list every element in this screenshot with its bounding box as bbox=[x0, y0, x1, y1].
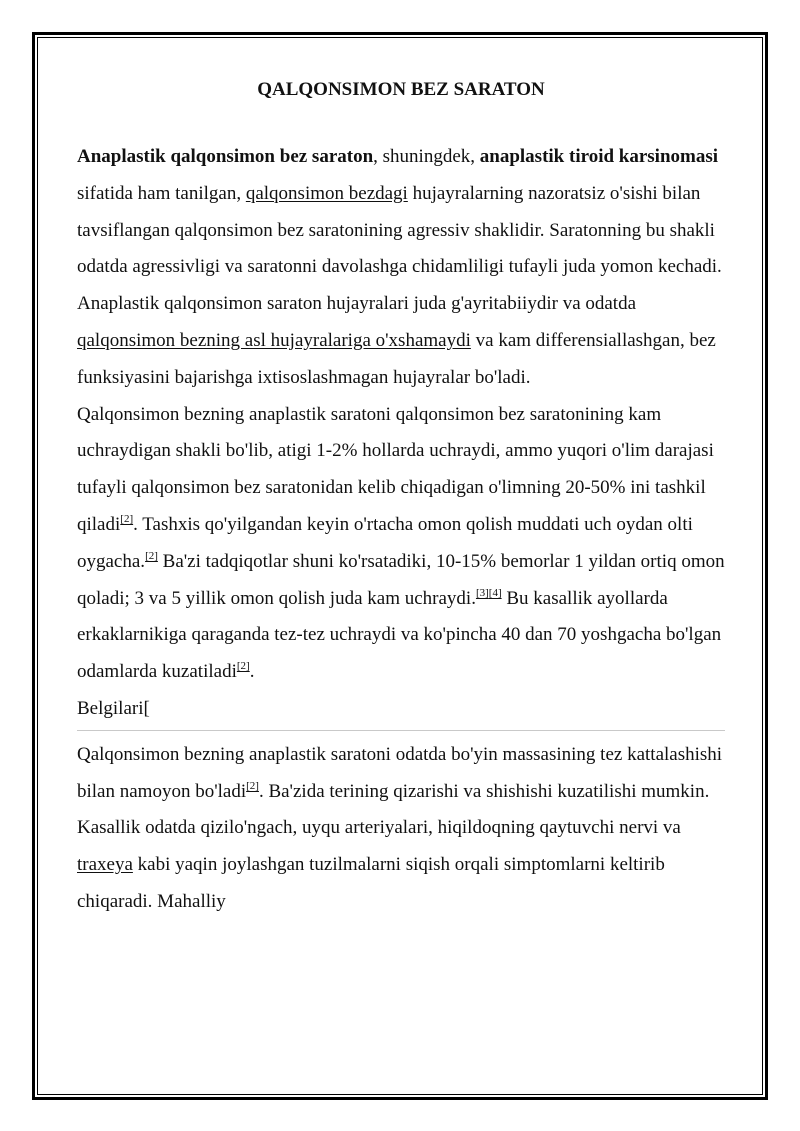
section-heading-symptoms: Belgilari[ bbox=[77, 697, 150, 719]
paragraph-text: va kam differensiallashgan, bez funksiyasini bajarishga ixtisoslashmagan hujayralar bo'ladi. bbox=[77, 329, 716, 388]
paragraph-symptoms bbox=[77, 737, 725, 921]
link-thyroid-cells[interactable]: qalqonsimon bezning asl hujayralariga o'xshamaydi bbox=[77, 329, 471, 351]
citation-link[interactable]: [2] bbox=[120, 512, 134, 525]
paragraph-text: Qalqonsimon bezning anaplastik saratoni qalqonsimon bez saratonining kam uchraydigan shakli bo'lib, atigi 1-2% hollarda uchraydi, ammo yuqori o'lim darajasi tufayli qalqonsimon bez saratonidan kelib chiqadigan o'limning 20-50% ini tashkil qiladi bbox=[77, 403, 714, 535]
section-divider bbox=[77, 730, 725, 731]
citation-link[interactable]: [2] bbox=[145, 549, 158, 562]
paragraph-intro bbox=[77, 139, 725, 397]
term-anaplastic-thyroid-carcinoma: anaplastik tiroid karsinomasi bbox=[479, 146, 719, 167]
citation-link[interactable]: [2] bbox=[236, 660, 250, 673]
citation-link[interactable]: [4] bbox=[488, 586, 502, 599]
document-body bbox=[77, 72, 725, 921]
paragraph-text: . bbox=[249, 661, 255, 683]
paragraph-text: kabi yaqin joylashgan tuzilmalarni siqish orqali simptomlarni keltirib chiqaradi. Mahalliy bbox=[77, 854, 665, 912]
paragraph-text: hujayralarning nazoratsiz o'sishi bilan tavsiflangan qalqonsimon bez saratonining agressiv shaklidir. Saratonning bu shakli odatda agressivligi va saratonni davolashga chidamliligi tufayli juda yomon kechadi. Anaplastik qalqonsimon saraton hujayralari juda g'ayritabiiydir va odatda bbox=[77, 182, 722, 315]
paragraph-text: Qalqonsimon bezning anaplastik saratoni odatda bo'yin massasining tez kattalashishi bilan namoyon bo'ladi bbox=[77, 743, 723, 802]
document-title: QALQONSIMON BEZ SARATON bbox=[257, 79, 545, 100]
paragraph-text: . Ba'zida terining qizarishi va shishishi kuzatilishi mumkin. Kasallik odatda qizilo'ngach, uyqu arteriyalari, hiqildoqning qaytuvchi nervi va bbox=[77, 780, 710, 839]
link-trachea[interactable]: traxeya bbox=[77, 854, 133, 876]
paragraph-epidemiology bbox=[77, 397, 725, 691]
term-anaplastic-thyroid-cancer: Anaplastik qalqonsimon bez saraton bbox=[77, 146, 374, 167]
paragraph-text: Ba'zi tadqiqotlar shuni ko'rsatadiki, 10-15% bemorlar 1 yildan ortiq omon qoladi; 3 va 5 yillik omon qolish juda kam uchraydi. bbox=[77, 550, 725, 609]
paragraph-text: Bu kasallik ayollarda erkaklarnikiga qaraganda tez-tez uchraydi va ko'pincha 40 dan 70 yoshgacha bo'lgan odamlarda kuzatiladi bbox=[77, 587, 722, 683]
citation-link[interactable]: [3] bbox=[475, 586, 489, 599]
paragraph-text: . Tashxis qo'yilgandan keyin o'rtacha omon qolish muddati uch oydan olti oygacha. bbox=[77, 513, 693, 572]
citation-link[interactable]: [2] bbox=[246, 779, 259, 792]
link-thyroid-gland[interactable]: qalqonsimon bezdagi bbox=[245, 182, 408, 204]
paragraph-text: sifatida ham tanilgan, bbox=[77, 182, 246, 204]
paragraph-text: , shuningdek, bbox=[373, 146, 480, 167]
